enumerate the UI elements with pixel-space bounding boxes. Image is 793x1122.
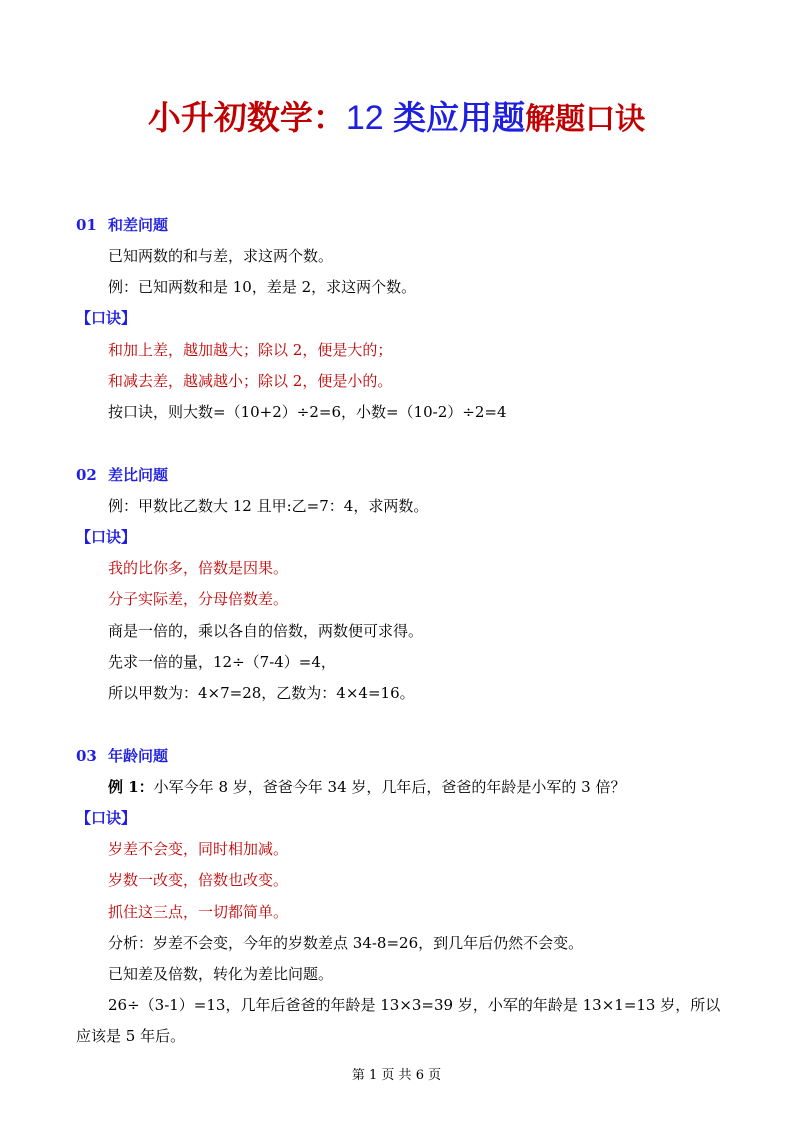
section-number: 01 (76, 216, 97, 234)
section-heading (76, 215, 168, 235)
solution-line: 应该是 5 年后。 (76, 1027, 186, 1045)
section-title: 和差问题 (108, 216, 169, 234)
rhyme-line: 岁数一改变，倍数也改变。 (108, 871, 289, 889)
solution-line: 已知差及倍数，转化为差比问题。 (108, 965, 334, 983)
section-number: 03 (76, 747, 97, 765)
koujue-label: 【口诀】 (76, 809, 137, 827)
koujue-label: 【口诀】 (76, 528, 137, 546)
solution-line: 商是一倍的，乘以各自的倍数，两数便可求得。 (108, 622, 424, 640)
section-intro: 已知两数的和与差，求这两个数。 (108, 247, 334, 265)
section-title: 年龄问题 (108, 747, 169, 765)
example-text: 例：甲数比乙数大 12 且甲:乙=7：4，求两数。 (108, 497, 429, 515)
title-part-1: 小升初数学： (147, 98, 346, 137)
section-number: 02 (76, 466, 97, 484)
rhyme-line: 和减去差，越减越小；除以 2，便是小的。 (108, 372, 393, 390)
example-body: 小军今年 8 岁，爸爸今年 34 岁，几年后，爸爸的年龄是小军的 3 倍？ (153, 778, 626, 796)
page-footer: 第 1 页 共 6 页 (351, 1068, 442, 1083)
example-text (108, 777, 625, 797)
solution-line: 分析：岁差不会变，今年的岁数差点 34-8=26，到几年后仍然不会变。 (108, 934, 584, 952)
rhyme-line: 岁差不会变，同时相加减。 (108, 840, 289, 858)
section-title: 差比问题 (108, 466, 169, 484)
solution-line: 26÷（3-1）=13，几年后爸爸的年龄是 13×3=39 岁，小军的年龄是 13×1=13 岁，所以 (108, 996, 721, 1014)
title-part-4: 解题口诀 (525, 102, 646, 137)
rhyme-line: 分子实际差，分母倍数差。 (108, 590, 289, 608)
solution-line: 所以甲数为：4×7=28，乙数为：4×4=16。 (108, 684, 415, 702)
section-heading (76, 746, 168, 766)
section-heading (76, 465, 168, 485)
page-title (0, 96, 793, 142)
rhyme-line: 我的比你多，倍数是因果。 (108, 559, 289, 577)
title-part-2: 12 (345, 99, 394, 137)
example-text: 例：已知两数和是 10，差是 2，求这两个数。 (108, 278, 417, 296)
example-label: 例 1： (108, 778, 154, 796)
solution-line: 先求一倍的量，12÷（7-4）=4， (108, 653, 336, 671)
koujue-label: 【口诀】 (76, 309, 137, 327)
rhyme-line: 和加上差，越加越大；除以 2，便是大的； (108, 341, 393, 359)
title-part-3: 类应用题 (393, 98, 526, 137)
rhyme-line: 抓住这三点，一切都简单。 (108, 903, 289, 921)
solution-line: 按口诀，则大数=（10+2）÷2=6，小数=（10-2）÷2=4 (108, 403, 507, 421)
